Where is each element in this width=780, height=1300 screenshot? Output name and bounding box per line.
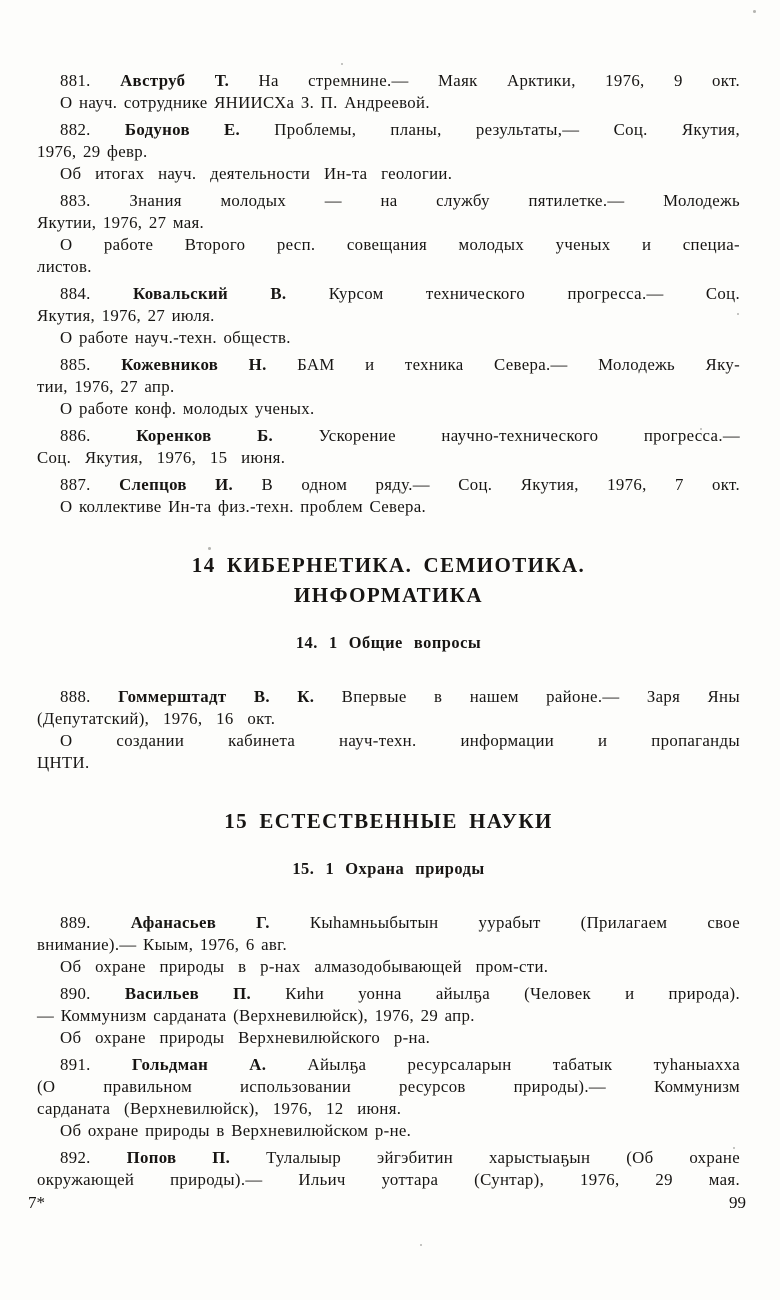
page-footer — [28, 1192, 746, 1214]
entry-text: (О правильном использовании ресурсов природы).— Коммунизм — [37, 1077, 740, 1096]
entry-line — [37, 1076, 740, 1098]
entry-text: Киһи уонна айылҕа (Человек и природа). — [251, 984, 740, 1003]
entry-line — [37, 1054, 740, 1076]
entry-text: Впервые в нашем районе.— Заря Яны — [314, 687, 740, 706]
entry-text: 887. — [60, 475, 120, 494]
bibliography-entry — [37, 354, 740, 420]
bibliography-entry — [37, 1054, 740, 1142]
entry-line — [37, 305, 740, 327]
entry-text: 886. — [60, 426, 137, 445]
subsection-heading: 15. 1 Охрана природы — [292, 859, 485, 878]
scan-speck — [700, 428, 702, 430]
author-name: Афанасьев Г. — [130, 913, 270, 932]
signature-mark: 7* — [28, 1193, 45, 1212]
entry-line — [37, 474, 740, 496]
entry-text: Курсом технического прогресса.— Соц. — [286, 284, 741, 303]
entry-text: 890. — [60, 984, 125, 1003]
entry-text: БАМ и техника Севера.— Молодежь Яку- — [266, 355, 740, 374]
entry-line — [37, 119, 740, 141]
entry-text: Проблемы, планы, результаты,— Соц. Якутия, — [240, 120, 740, 139]
entry-line — [37, 730, 740, 752]
entry-text: 881. — [60, 71, 121, 90]
entry-line — [37, 447, 740, 469]
bibliography-entry — [37, 474, 740, 518]
bibliography-entry — [37, 912, 740, 978]
entry-text: О науч. сотруднике ЯНИИСХа З. П. Андреевой. — [60, 93, 430, 112]
entry-text: — Коммунизм сарданата (Верхневилюйск), 1976, 29 апр. — [37, 1006, 475, 1025]
entry-text: Кыһамньыбытын уурабыт (Прилагаем свое — [269, 913, 740, 932]
entry-line — [37, 752, 740, 774]
bibliography-entry — [37, 1147, 740, 1191]
entry-text: Об охране природы в р-нах алмазодобывающей пром-сти. — [60, 957, 549, 976]
author-name: Ковальский В. — [133, 284, 287, 303]
entry-text: Айылҕа ресурсаларын табатык туһаныахха — [266, 1055, 740, 1074]
entry-line — [37, 934, 740, 956]
entry-text: О коллективе Ин-та физ.-техн. проблем Севера. — [60, 497, 427, 516]
page-number: 99 — [729, 1193, 746, 1212]
author-name: Гольдман А. — [131, 1055, 267, 1074]
entry-line — [37, 283, 740, 305]
author-name: Кожевников Н. — [121, 355, 267, 374]
subsection-heading: 14. 1 Общие вопросы — [295, 633, 482, 652]
bibliography-entry — [37, 70, 740, 114]
scan-speck — [733, 1147, 735, 1149]
entry-line — [37, 141, 740, 163]
scan-speck — [753, 10, 756, 13]
entry-text: О работе науч.-техн. обществ. — [60, 328, 291, 347]
section-heading: ИНФОРМАТИКА — [294, 583, 483, 607]
entry-text: сарданата (Верхневилюйск), 1976, 12 июня. — [37, 1099, 402, 1118]
scan-speck — [208, 547, 211, 550]
entry-line — [37, 708, 740, 730]
section-heading: 14 КИБЕРНЕТИКА. СЕМИОТИКА. — [191, 553, 586, 577]
entry-text: (Депутатский), 1976, 16 окт. — [37, 709, 276, 728]
entry-line — [37, 1169, 740, 1191]
entry-line — [37, 354, 740, 376]
author-name: Авструб Т. — [120, 71, 230, 90]
entry-text: О работе Второго респ. совещания молодых ученых и специа- — [60, 235, 740, 254]
entry-line — [37, 234, 740, 256]
entry-line — [37, 496, 740, 518]
entry-text: 882. — [60, 120, 125, 139]
entry-text: 889. — [60, 913, 131, 932]
entry-text: ЦНТИ. — [37, 753, 90, 772]
bibliography-entry — [37, 983, 740, 1049]
entry-text: внимание).— Кыым, 1976, 6 авг. — [37, 935, 287, 954]
entry-line — [37, 912, 740, 934]
entry-text: Якутия, 1976, 27 июля. — [37, 306, 215, 325]
author-name: Бодунов Е. — [124, 120, 241, 139]
author-name: Коренков Б. — [136, 426, 274, 445]
entry-line — [37, 425, 740, 447]
entry-text: тии, 1976, 27 апр. — [37, 377, 175, 396]
scan-speck — [737, 313, 739, 315]
entry-line — [37, 983, 740, 1005]
entry-text: окружающей природы).— Ильич уоттара (Сунтар), 1976, 29 мая. — [37, 1170, 740, 1189]
scan-speck — [341, 63, 343, 65]
entry-text: Тулалыыр эйгэбитин харыстыаҕын (Об охране — [230, 1148, 741, 1167]
entry-text: О работе конф. молодых ученых. — [60, 399, 315, 418]
entry-line — [37, 376, 740, 398]
entry-text: О создании кабинета науч-техн. информации и пропаганды — [60, 731, 740, 750]
entry-line — [37, 1098, 740, 1120]
entry-text: 884. — [60, 284, 134, 303]
entry-line — [37, 327, 740, 349]
entry-line — [37, 1120, 740, 1142]
entry-text: 1976, 29 февр. — [37, 142, 148, 161]
entry-text: На стремнине.— Маяк Арктики, 1976, 9 окт. — [229, 71, 740, 90]
author-name: Попов П. — [126, 1148, 231, 1167]
bibliography-entry — [37, 283, 740, 349]
bibliography-entry — [37, 425, 740, 469]
bibliography-entry — [37, 190, 740, 278]
entry-text: 883. Знания молодых — на службу пятилетке.— Молодежь — [60, 191, 740, 210]
entry-line — [37, 956, 740, 978]
entry-text: Об охране природы в Верхневилюйском р-не. — [60, 1121, 412, 1140]
entry-line — [37, 256, 740, 278]
bibliography-entry — [37, 686, 740, 774]
author-name: Слепцов И. — [119, 475, 234, 494]
entry-line — [37, 1147, 740, 1169]
entry-text: Якутии, 1976, 27 мая. — [37, 213, 205, 232]
bibliography-entry — [37, 119, 740, 185]
entry-text: Ускорение научно-технического прогресса.— — [273, 426, 740, 445]
entry-text: листов. — [37, 257, 92, 276]
entry-text: Соц. Якутия, 1976, 15 июня. — [37, 448, 286, 467]
entry-text: 892. — [60, 1148, 127, 1167]
entry-line — [37, 1027, 740, 1049]
entry-text: 888. — [60, 687, 119, 706]
author-name: Васильев П. — [124, 984, 252, 1003]
bibliography-text-block — [37, 70, 740, 1191]
entry-line — [37, 398, 740, 420]
entry-line — [37, 70, 740, 92]
entry-text: 885. — [60, 355, 122, 374]
entry-line — [37, 92, 740, 114]
entry-line — [37, 163, 740, 185]
entry-text: В одном ряду.— Соц. Якутия, 1976, 7 окт. — [233, 475, 740, 494]
author-name: Гоммерштадт В. К. — [118, 687, 315, 706]
entry-line — [37, 1005, 740, 1027]
entry-line — [37, 686, 740, 708]
section-heading: 15 ЕСТЕСТВЕННЫЕ НАУКИ — [224, 809, 553, 833]
entry-text: Об итогах науч. деятельности Ин-та геологии. — [60, 164, 453, 183]
entry-line — [37, 212, 740, 234]
entry-text: 891. — [60, 1055, 132, 1074]
entry-line — [37, 190, 740, 212]
entry-text: Об охране природы Верхневилюйского р-на. — [60, 1028, 431, 1047]
scan-speck — [420, 1244, 422, 1246]
